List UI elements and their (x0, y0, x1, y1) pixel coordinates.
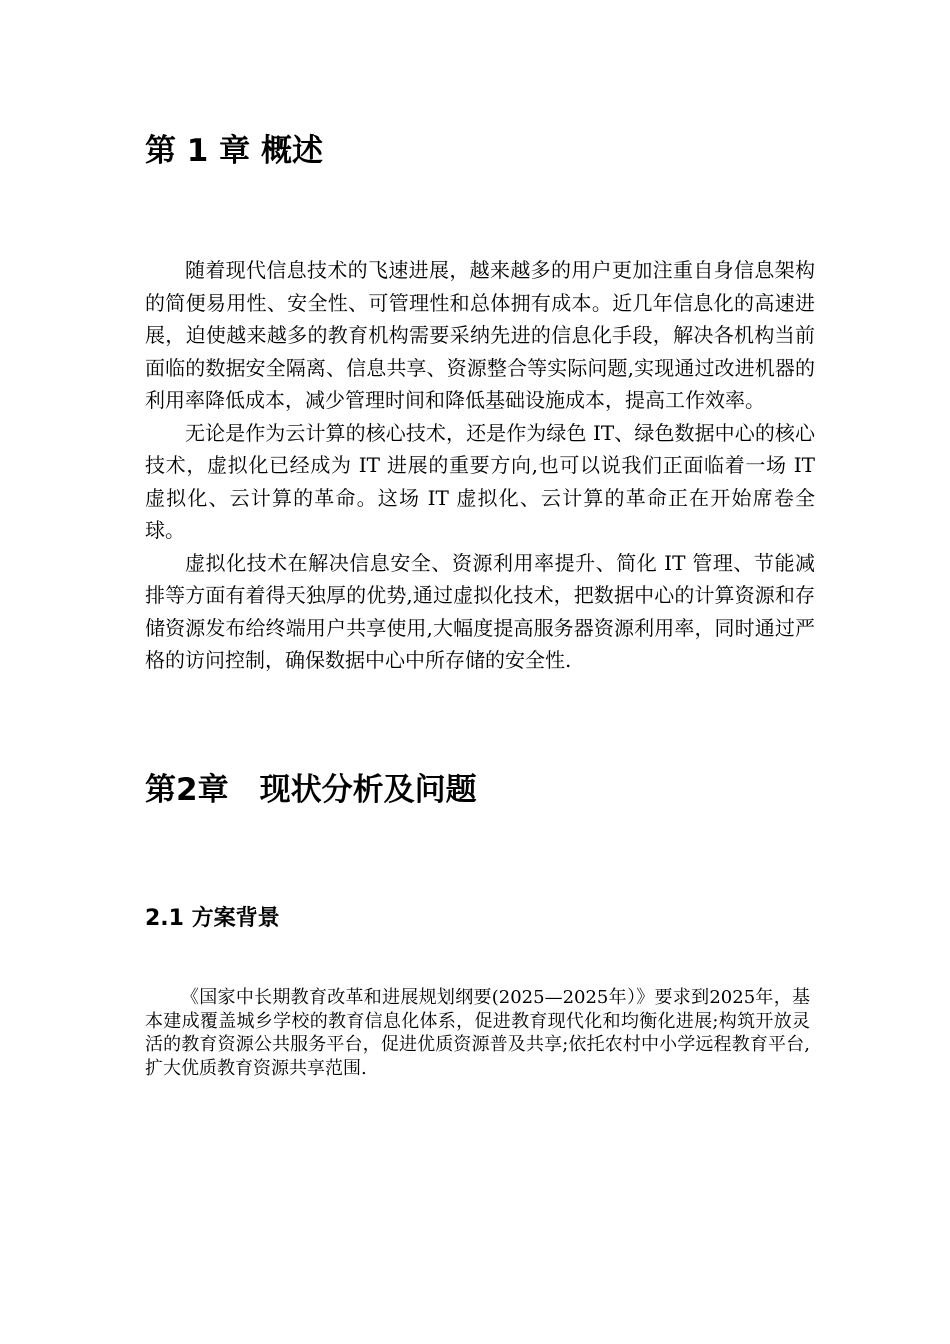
chapter-2-title: 第2章 现状分析及问题 (145, 772, 477, 808)
chapter-1-paragraph-3: 虚拟化技术在解决信息安全、资源利用率提升、简化 IT 管理、节能减排等方面有着得天独厚的优势,通过虚拟化技术，把数据中心的计算资源和存储资源发布给终端用户共享使用,大幅度提高服务器资源利用率，同时通过严格的访问控制，确保数据中心中所存储的安全性. (145, 550, 815, 672)
chapter-1-title: 第 1 章 概述 (145, 133, 323, 169)
section-2-1-title: 2.1 方案背景 (145, 906, 280, 931)
chapter-1-body (145, 254, 815, 677)
chapter-1-paragraph-1: 随着现代信息技术的飞速进展，越来越多的用户更加注重自身信息架构的简便易用性、安全性、可管理性和总体拥有成本。近几年信息化的高速进展，迫使越来越多的教育机构需要采纳先进的信息化手段，解决各机构当前面临的数据安全隔离、信息共享、资源整合等实际问题,实现通过改进机器的利用率降低成本，减少管理时间和降低基础设施成本，提高工作效率。 (145, 258, 815, 412)
chapter-1-paragraph-2: 无论是作为云计算的核心技术，还是作为绿色 IT、绿色数据中心的核心技术，虚拟化已经成为 IT 进展的重要方向,也可以说我们正面临着一场 IT 虚拟化、云计算的革命。这场 IT 虚拟化、云计算的革命正在开始席卷全球。 (145, 420, 815, 542)
section-2-1-body (145, 986, 810, 1080)
section-2-1-paragraph: 《国家中长期教育改革和进展规划纲要(2025—2025年）》要求到2025年，基本建成覆盖城乡学校的教育信息化体系，促进教育现代化和均衡化进展;构筑开放灵活的教育资源公共服务平台，促进优质资源普及共享;依托农村中小学远程教育平台,扩大优质教育资源共享范围. (145, 987, 810, 1079)
